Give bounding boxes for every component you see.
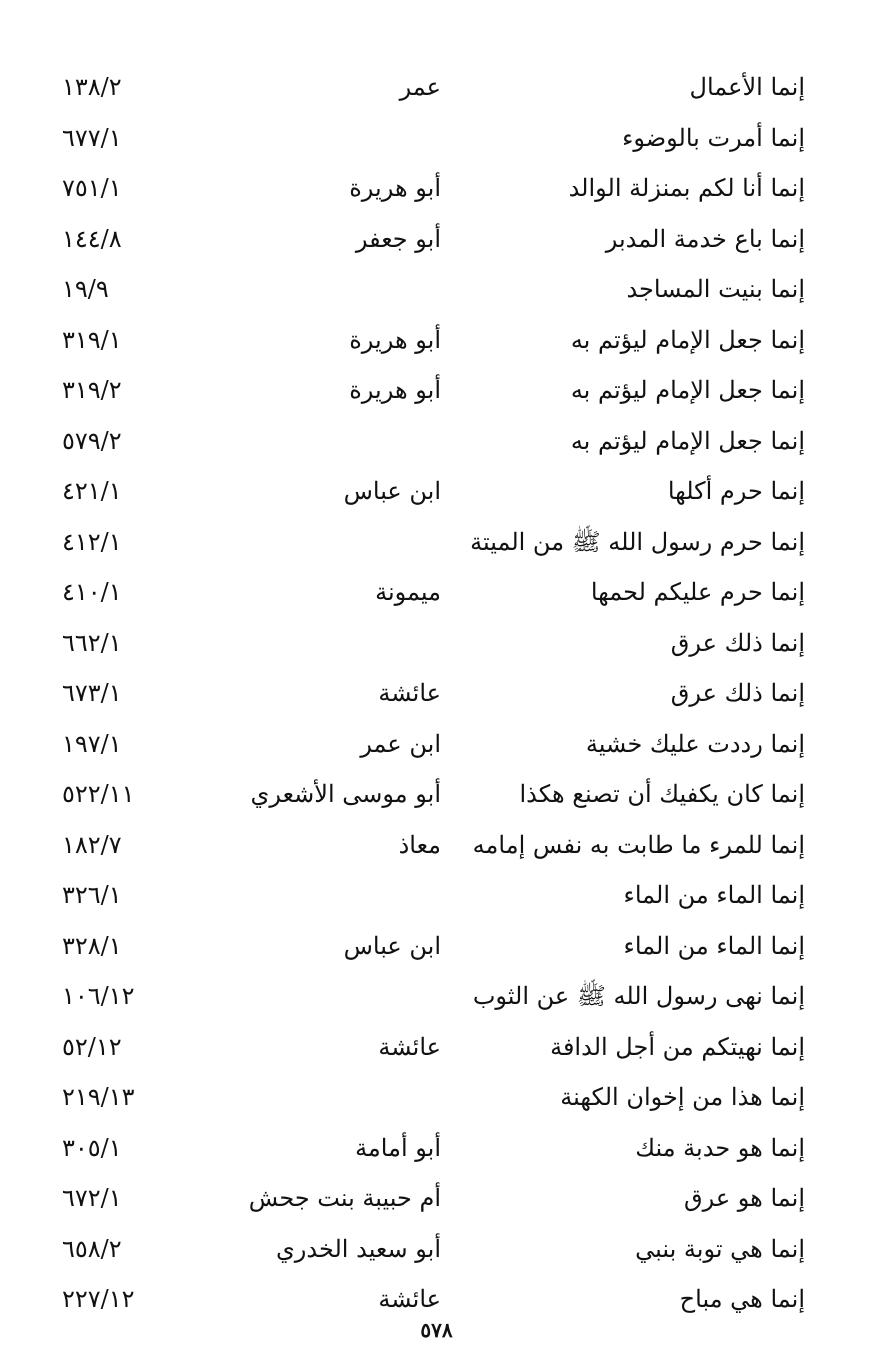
index-row — [0, 769, 873, 820]
index-row — [0, 315, 873, 366]
index-row — [0, 618, 873, 669]
narrator-name — [181, 1072, 441, 1123]
volume-page-reference: ٤٢١/١ — [62, 477, 122, 505]
index-row — [0, 214, 873, 265]
index-row — [0, 1072, 873, 1123]
narrator-name: عمر — [399, 73, 441, 101]
volume-page-reference: ٣٢٦/١ — [62, 881, 122, 909]
narrator-name: معاذ — [398, 830, 441, 859]
index-row — [0, 820, 873, 871]
hadith-text: إنما الأعمال — [689, 73, 805, 101]
volume-page-reference: ٦٧٧/١ — [62, 123, 122, 152]
narrator-name: أبو موسى الأشعري — [250, 780, 441, 808]
narrator-name: ابن عمر — [360, 729, 441, 758]
narrator-name: أبو هريرة — [349, 325, 441, 354]
narrator-name: أبو أمامة — [355, 1133, 441, 1162]
volume-page-reference: ١٠٦/١٢ — [62, 982, 135, 1010]
index-row — [0, 668, 873, 719]
hadith-text: إنما بنيت المساجد — [626, 275, 805, 303]
narrator-name: أبو هريرة — [349, 376, 441, 404]
volume-page-reference: ١٩٧/١ — [62, 729, 122, 758]
volume-page-reference: ١٩/٩ — [62, 275, 109, 303]
narrator-name: ميمونة — [375, 578, 441, 606]
volume-page-reference: ٥٢/١٢ — [62, 1032, 122, 1061]
index-row — [0, 567, 873, 618]
volume-page-reference: ٣٢٨/١ — [62, 931, 122, 960]
volume-page-reference: ٣١٩/١ — [62, 325, 122, 354]
hadith-text: إنما رددت عليك خشية — [585, 729, 805, 758]
volume-page-reference: ٣٠٥/١ — [62, 1133, 122, 1162]
hadith-text: إنما الماء من الماء — [623, 931, 805, 960]
index-row — [0, 163, 873, 214]
narrator-name — [181, 517, 441, 568]
hadith-text: إنما جعل الإمام ليؤتم به — [570, 325, 805, 354]
index-row — [0, 719, 873, 770]
narrator-name — [181, 618, 441, 669]
index-row — [0, 1123, 873, 1174]
narrator-name: ابن عباس — [343, 477, 441, 505]
volume-page-reference: ١٣٨/٢ — [62, 73, 122, 101]
index-row — [0, 416, 873, 467]
index-row — [0, 264, 873, 315]
hadith-text: إنما نهيتكم من أجل الدافة — [550, 1032, 805, 1061]
narrator-name: عائشة — [378, 1285, 441, 1313]
narrator-name: أبو جعفر — [355, 224, 441, 253]
hadith-text: إنما كان يكفيك أن تصنع هكذا — [519, 780, 805, 808]
narrator-name: عائشة — [378, 1032, 441, 1061]
hadith-index-table — [0, 62, 873, 1325]
index-row — [0, 971, 873, 1022]
index-row — [0, 113, 873, 164]
volume-page-reference: ٥٧٩/٢ — [62, 426, 122, 455]
narrator-name — [181, 416, 441, 467]
volume-page-reference: ٣١٩/٢ — [62, 376, 122, 404]
hadith-text: إنما الماء من الماء — [623, 881, 805, 909]
hadith-text: إنما للمرء ما طابت به نفس إمامه — [472, 830, 805, 859]
narrator-name: أم حبيبة بنت جحش — [248, 1184, 441, 1212]
volume-page-reference: ٢٢٧/١٢ — [62, 1285, 135, 1313]
volume-page-reference: ٦٧٢/١ — [62, 1184, 122, 1212]
hadith-text: إنما باع خدمة المدبر — [605, 224, 805, 253]
hadith-text: إنما هو حدبة منك — [635, 1133, 805, 1162]
hadith-text: إنما أمرت بالوضوء — [622, 123, 805, 152]
narrator-name: عائشة — [378, 679, 441, 707]
hadith-text: إنما نهى رسول الله ﷺ عن الثوب — [472, 982, 805, 1010]
volume-page-reference: ٤١٢/١ — [62, 527, 122, 556]
hadith-text: إنما حرم عليكم لحمها — [590, 578, 805, 606]
narrator-name — [181, 870, 441, 921]
narrator-name: ابن عباس — [343, 931, 441, 960]
index-row — [0, 62, 873, 113]
volume-page-reference: ٦٥٨/٢ — [62, 1234, 122, 1263]
index-row — [0, 1173, 873, 1224]
volume-page-reference: ٢١٩/١٣ — [62, 1083, 135, 1111]
volume-page-reference: ٤١٠/١ — [62, 578, 122, 606]
volume-page-reference: ١٤٤/٨ — [62, 224, 122, 253]
page-number: ٥٧٨ — [420, 1318, 453, 1342]
hadith-text: إنما جعل الإمام ليؤتم به — [570, 376, 805, 404]
hadith-text: إنما هذا من إخوان الكهنة — [560, 1083, 805, 1111]
hadith-text: إنما هو عرق — [683, 1184, 805, 1212]
hadith-text: إنما أنا لكم بمنزلة الوالد — [568, 174, 805, 202]
hadith-text: إنما ذلك عرق — [670, 628, 805, 657]
index-row — [0, 1022, 873, 1073]
hadith-text: إنما هي مباح — [679, 1285, 805, 1313]
hadith-text: إنما ذلك عرق — [670, 679, 805, 707]
hadith-text: إنما حرم رسول الله ﷺ من الميتة — [470, 527, 805, 556]
volume-page-reference: ٧٥١/١ — [62, 174, 122, 202]
narrator-name — [181, 264, 441, 315]
narrator-name — [181, 971, 441, 1022]
index-row — [0, 365, 873, 416]
index-row — [0, 1224, 873, 1275]
narrator-name: أبو سعيد الخدري — [276, 1234, 441, 1263]
volume-page-reference: ٦٧٣/١ — [62, 679, 122, 707]
index-row — [0, 466, 873, 517]
hadith-text: إنما حرم أكلها — [667, 477, 805, 505]
narrator-name — [181, 113, 441, 164]
hadith-text: إنما جعل الإمام ليؤتم به — [570, 426, 805, 455]
volume-page-reference: ٥٢٢/١١ — [62, 780, 135, 808]
volume-page-reference: ٦٦٢/١ — [62, 628, 122, 657]
narrator-name: أبو هريرة — [349, 174, 441, 202]
index-row — [0, 1274, 873, 1325]
volume-page-reference: ١٨٢/٧ — [62, 830, 122, 859]
index-row — [0, 870, 873, 921]
index-row — [0, 517, 873, 568]
hadith-text: إنما هي توبة بنبي — [635, 1234, 805, 1263]
index-row — [0, 921, 873, 972]
